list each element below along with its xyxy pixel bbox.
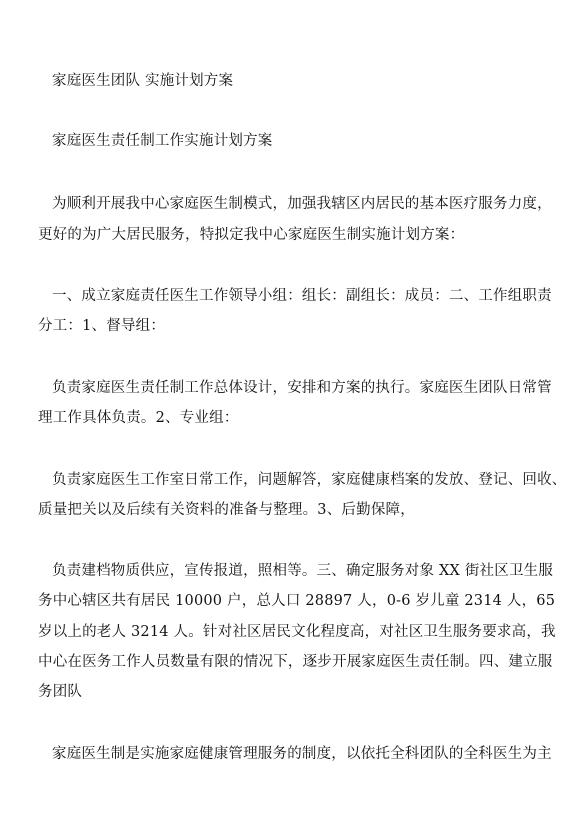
paragraph-line: 质量把关以及后续有关资料的准备与整理。3、后勤保障，	[38, 502, 415, 518]
paragraph-line: 务团队	[38, 684, 83, 700]
paragraph-line: 中心在医务工作人员数量有限的情况下，逐步开展家庭医生责任制。四、建立服	[38, 654, 553, 670]
paragraph-line: 负责家庭医生工作室日常工作，问题解答，家庭健康档案的发放、登记、回收、	[52, 472, 567, 488]
paragraph-line: 务中心辖区共有居民 10000 户，总人口 28897 人，0-6 岁儿童 2314 人，65	[38, 593, 556, 609]
paragraph-line: 一、成立家庭责任医生工作领导小组：组长：副组长：成员：二、工作组职责	[52, 288, 552, 304]
document-title: 家庭医生团队 实施计划方案	[52, 73, 234, 89]
document-subtitle: 家庭医生责任制工作实施计划方案	[52, 133, 273, 149]
paragraph-line: 分工：1、督导组：	[38, 318, 166, 334]
paragraph-line: 负责建档物质供应，宣传报道，照相等。三、确定服务对象 XX 街社区卫生服	[52, 563, 554, 579]
paragraph-line: 负责家庭医生责任制工作总体设计，安排和方案的执行。家庭医生团队日常管	[52, 380, 552, 396]
paragraph-line: 更好的为广大居民服务，特拟定我中心家庭医生制实施计划方案：	[38, 227, 465, 243]
paragraph-line: 家庭医生制是实施家庭健康管理服务的制度，以依托全科团队的全科医生为主	[52, 746, 552, 762]
paragraph-line: 理工作具体负责。2、专业组：	[38, 410, 239, 426]
paragraph-line: 岁以上的老人 3214 人。针对社区居民文化程度高，对社区卫生服务要求高，我	[38, 624, 556, 640]
paragraph-line: 为顺利开展我中心家庭医生制模式，加强我辖区内居民的基本医疗服务力度，	[52, 196, 552, 212]
